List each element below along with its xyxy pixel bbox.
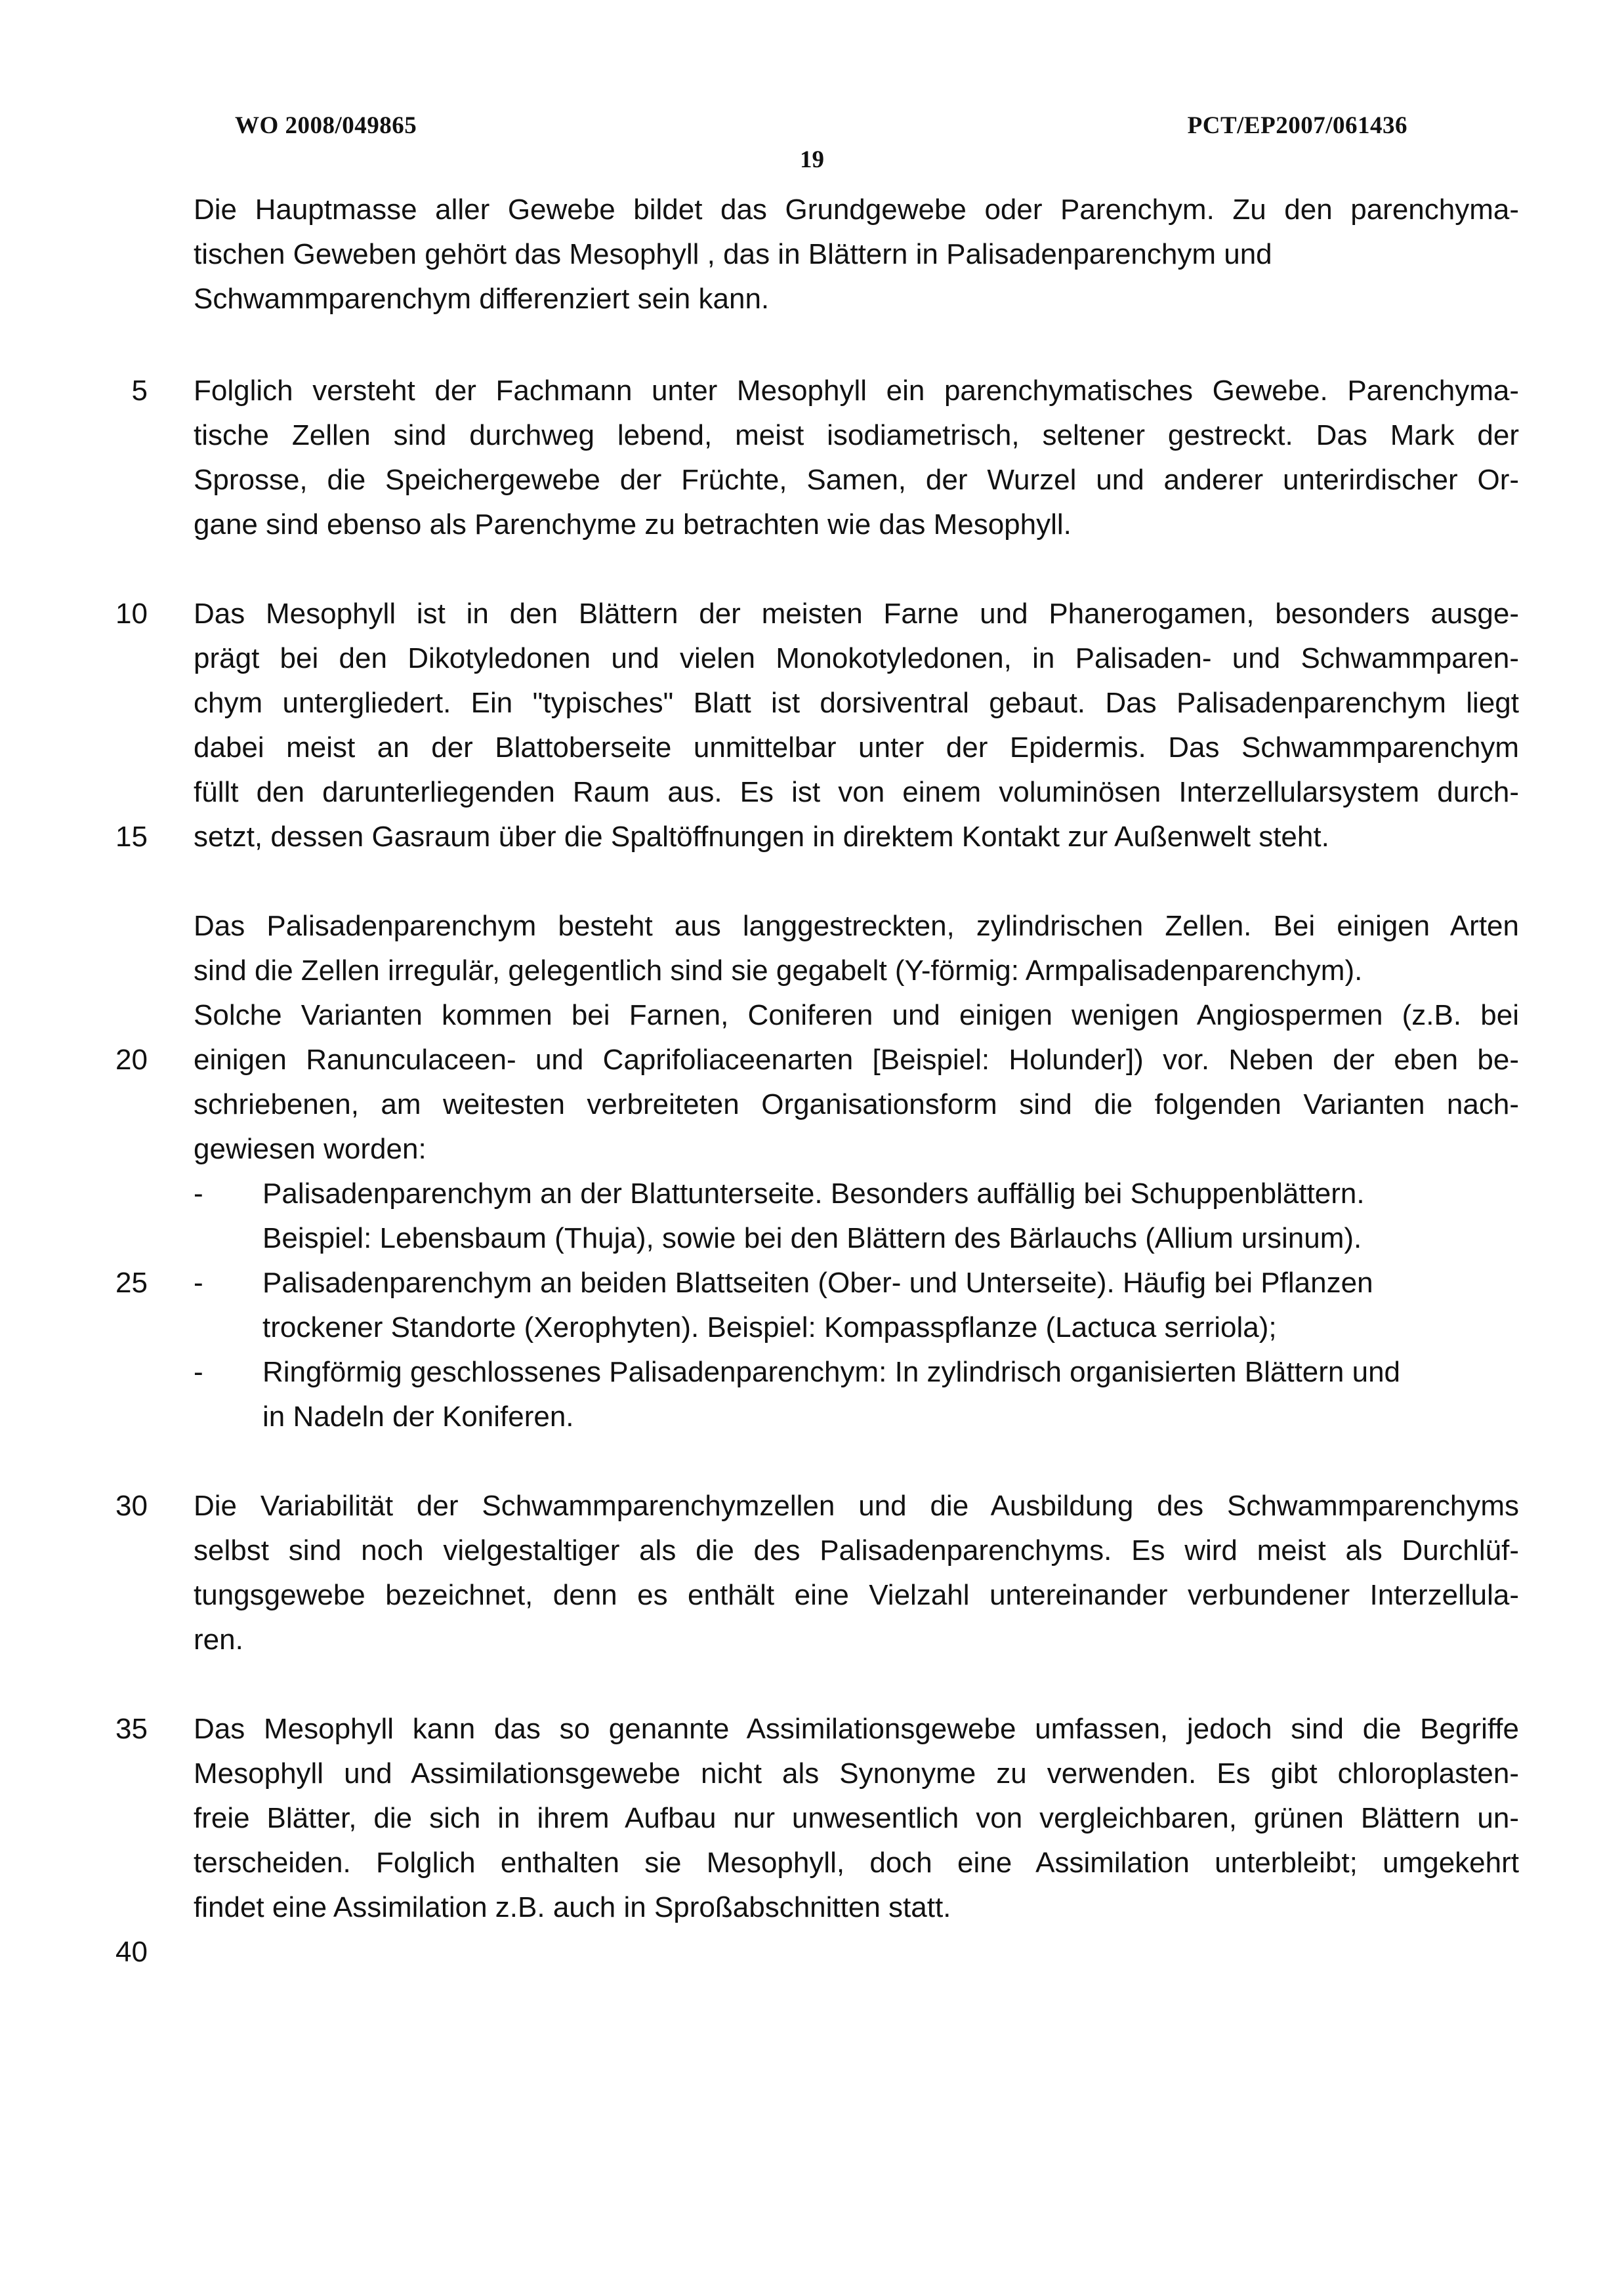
- application-number: PCT/EP2007/061436: [1187, 112, 1407, 139]
- body-text-line: findet eine Assimilation z.B. auch in Sproßabschnitten statt.: [194, 1891, 951, 1923]
- body-text-line: Die Hauptmasse aller Gewebe bildet das Grundgewebe oder Parenchym. Zu den parenchyma-: [194, 194, 1519, 226]
- body-text-line: Schwammparenchym differenziert sein kann.: [194, 283, 770, 315]
- body-text-line: Das Mesophyll ist in den Blättern der meisten Farne und Phanerogamen, besonders ausge-: [194, 598, 1519, 630]
- body-text-line: terscheiden. Folglich enthalten sie Mesophyll, doch eine Assimilation unterbleibt; umgekehrt: [194, 1847, 1519, 1879]
- body-text-line: Folglich versteht der Fachmann unter Mesophyll ein parenchymatisches Gewebe. Parenchyma-: [194, 375, 1519, 407]
- list-item-text: in Nadeln der Koniferen.: [262, 1401, 574, 1433]
- line-number: 30: [115, 1490, 148, 1522]
- body-text-line: Das Mesophyll kann das so genannte Assimilationsgewebe umfassen, jedoch sind die Begriffe: [194, 1713, 1519, 1745]
- body-text-line: prägt bei den Dikotyledonen und vielen Monokotyledonen, in Palisaden- und Schwammparen-: [194, 642, 1519, 674]
- body-text-line: Das Palisadenparenchym besteht aus langgestreckten, zylindrischen Zellen. Bei einigen Arten: [194, 910, 1519, 942]
- page-number: 19: [800, 146, 824, 173]
- line-number: 10: [115, 598, 148, 630]
- line-number: 20: [115, 1044, 148, 1076]
- line-number: 25: [115, 1267, 148, 1299]
- line-number: 35: [115, 1713, 148, 1745]
- list-item-text: Palisadenparenchym an der Blattunterseite. Besonders auffällig bei Schuppenblättern.: [262, 1178, 1365, 1210]
- list-bullet: -: [194, 1178, 203, 1210]
- list-item-text: trockener Standorte (Xerophyten). Beispiel: Kompasspflanze (Lactuca serriola);: [262, 1311, 1277, 1343]
- list-item-text: Palisadenparenchym an beiden Blattseiten (Ober- und Unterseite). Häufig bei Pflanzen: [262, 1267, 1373, 1299]
- body-text-line: tischen Geweben gehört das Mesophyll , das in Blättern in Palisadenparenchym und: [194, 238, 1272, 270]
- body-text-line: sind die Zellen irregulär, gelegentlich sind sie gegabelt (Y-förmig: Armpalisadenparenchym).: [194, 954, 1363, 987]
- body-text-line: dabei meist an der Blattoberseite unmittelbar unter der Epidermis. Das Schwammparenchym: [194, 731, 1519, 764]
- line-number: 40: [115, 1936, 148, 1968]
- body-text-line: einigen Ranunculaceen- und Caprifoliaceenarten [Beispiel: Holunder]) vor. Neben der eben be-: [194, 1044, 1519, 1076]
- body-text-line: tische Zellen sind durchweg lebend, meist isodiametrisch, seltener gestreckt. Das Mark der: [194, 419, 1519, 451]
- body-text-line: Die Variabilität der Schwammparenchymzellen und die Ausbildung des Schwammparenchyms: [194, 1490, 1519, 1522]
- line-number: 15: [115, 821, 148, 853]
- list-item-text: Ringförmig geschlossenes Palisadenparenchym: In zylindrisch organisierten Blättern und: [262, 1356, 1401, 1388]
- body-text-line: chym untergliedert. Ein "typisches" Blatt ist dorsiventral gebaut. Das Palisadenparenchym liegt: [194, 687, 1519, 719]
- body-text-line: tungsgewebe bezeichnet, denn es enthält eine Vielzahl untereinander verbundener Interzellula-: [194, 1579, 1519, 1611]
- body-text-line: Mesophyll und Assimilationsgewebe nicht als Synonyme zu verwenden. Es gibt chloroplasten-: [194, 1757, 1519, 1790]
- body-text-line: schriebenen, am weitesten verbreiteten Organisationsform sind die folgenden Varianten nach-: [194, 1088, 1519, 1120]
- body-text-line: Sprosse, die Speichergewebe der Früchte, Samen, der Wurzel und anderer unterirdischer Or-: [194, 464, 1519, 496]
- list-bullet: -: [194, 1267, 203, 1299]
- list-bullet: -: [194, 1356, 203, 1388]
- body-text-line: freie Blätter, die sich in ihrem Aufbau nur unwesentlich von vergleichbaren, grünen Blättern un-: [194, 1802, 1519, 1834]
- body-text-line: ren.: [194, 1624, 243, 1656]
- body-text-line: gewiesen worden:: [194, 1133, 427, 1165]
- body-text-line: Solche Varianten kommen bei Farnen, Coniferen und einigen wenigen Angiospermen (z.B. bei: [194, 999, 1519, 1031]
- body-text-line: füllt den darunterliegenden Raum aus. Es ist von einem voluminösen Interzellularsystem durch-: [194, 776, 1519, 808]
- body-text-line: gane sind ebenso als Parenchyme zu betrachten wie das Mesophyll.: [194, 508, 1072, 541]
- line-number: 5: [131, 375, 148, 407]
- body-text-line: setzt, dessen Gasraum über die Spaltöffnungen in direktem Kontakt zur Außenwelt steht.: [194, 821, 1329, 853]
- body-text-line: selbst sind noch vielgestaltiger als die des Palisadenparenchyms. Es wird meist als Durchlüf-: [194, 1534, 1519, 1567]
- list-item-text: Beispiel: Lebensbaum (Thuja), sowie bei den Blättern des Bärlauchs (Allium ursinum).: [262, 1222, 1362, 1254]
- document-number: WO 2008/049865: [235, 112, 417, 139]
